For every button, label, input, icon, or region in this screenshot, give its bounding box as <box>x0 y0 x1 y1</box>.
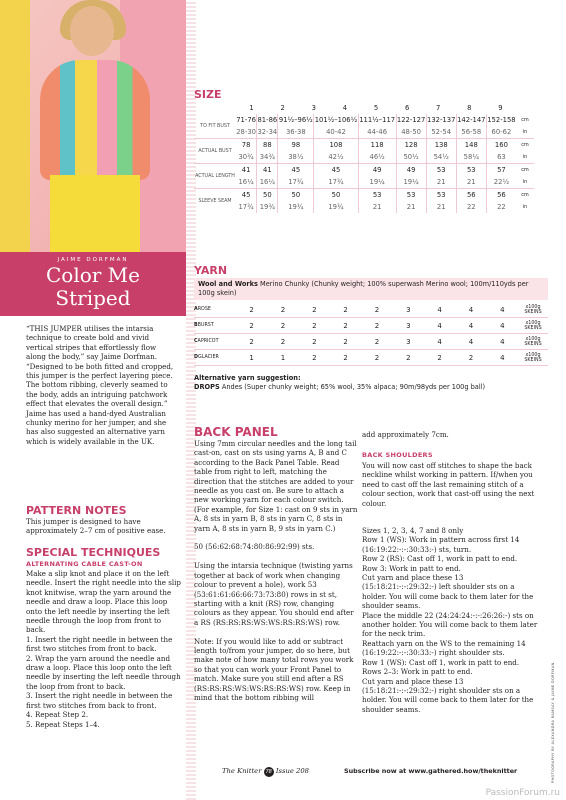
size-cell: 56-58 <box>456 126 486 139</box>
yarn-cell: 4 <box>500 337 505 346</box>
size-cell: 138 <box>426 139 456 152</box>
footer-subscribe[interactable]: Subscribe now at www.gathered.how/theknitter <box>344 767 518 775</box>
size-unit: in <box>522 204 528 210</box>
back-shoulders-rows: Sizes 1, 2, 3, 4, 7 and 8 only Row 1 (WS): Work in pattern across first 14 (16:19:22:-:-:30:33:-) sts, turn. Row 2 (RS): Cast off 1, work in patt to end. Row 3: Work in patt to end. Cut yarn and place these 13 (15:18:21:-:-:29:32:-) left shoulder sts on a holder. You will come back to them later for the shoulder seams. Place the middle 22 (24:24:24:-:-:26:26:-) sts on another holder. You will come back to them later for the neck trim. Reattach yarn on the WS to the remaining 14 (16:19:22:-:-:30:33:-) right shoulder sts. Row 1 (WS): Cast off 1, work in patt to end. Rows 2–3: Work in patt to end. Cut yarn and place these 13 (15:18:21:-:-:29:32:-) right shoulder sts on a holder. You will come back to them later for the shoulder seams. <box>362 526 538 714</box>
yarn-table <box>194 302 548 366</box>
size-cell: 22 <box>456 201 486 213</box>
size-cell: 16¼ <box>238 178 254 186</box>
alt-yarn-brand: DROPS <box>194 383 220 391</box>
back-shoulders-intro: You will now cast off stitches to shape the back neckline whilst working in pattern. If/when you need to cast off the last remaining stitch of a colour section, work that cast-off using the next colour. <box>362 461 535 508</box>
size-table-body <box>194 114 534 213</box>
page-number: 78 <box>265 769 272 775</box>
watermark: PassionForum.ru <box>485 788 560 798</box>
yarn-cell: 4 <box>468 305 474 314</box>
size-cell: 42½ <box>314 151 359 164</box>
yarn-description: Merino Chunky (Chunky weight; 100% superwash Merino wool; 100m/110yds per 100g skein) <box>198 280 529 297</box>
yarn-cell: 2 <box>406 353 411 362</box>
size-number: 3 <box>311 104 316 112</box>
size-unit: cm <box>521 142 529 148</box>
photo-trousers <box>50 175 140 252</box>
size-row-label: SLEEVE SEAM <box>198 198 232 204</box>
size-cell: 41 <box>241 166 251 174</box>
yarn-colour-label <box>194 350 236 366</box>
size-cell: 46½ <box>358 151 396 164</box>
yarn-cell: 1 <box>249 353 254 362</box>
back-panel-heading: BACK PANEL <box>194 425 278 439</box>
size-unit: cm <box>521 117 529 123</box>
cable-cast-on-subheading: ALTERNATING CABLE CAST-ON <box>26 560 143 568</box>
size-unit: in <box>522 179 528 185</box>
yarn-cell: 2 <box>280 321 286 330</box>
photo-striped-jumper <box>40 60 150 180</box>
size-cell: 45 <box>314 164 359 177</box>
pattern-notes-text: This jumper is designed to have approximately 2–7 cm of positive ease. <box>26 517 166 536</box>
size-cell: 53 <box>456 164 486 177</box>
size-row-label: ACTUAL BUST <box>198 148 232 154</box>
yarn-cell: 2 <box>343 321 348 330</box>
yarn-cell: 3 <box>406 305 411 314</box>
yarn-cell: 2 <box>312 337 317 346</box>
yarn-cell: 2 <box>280 337 286 346</box>
back-panel-text: Using 7mm circular needles and the long tail cast-on, cast on sts using yarns A, B and C according to the Back Panel Table. Read table from right to left, matching the direction that the stitches are added to your needle as you cast on. Be sure to attach a new working yarn for each colour switch. (For example, for Size 1: cast on 9 sts in yarn A, 8 sts in yarn B, 8 sts in yarn C, 8 sts in yarn A, 8 sts in yarn B, 9 sts in yarn C.) 50 (56:62:68:74:80:86:92:99) sts. Using the intarsia technique (twisting yarns together at back of work when changing colour to prevent a hole), work 53 (53:61:61:66:66:73:73:80) rows in st st, starting with a knit (RS) row, changing colours as they appear. You should end after a RS (RS:RS:RS:WS:WS:RS:RS:WS) row. Note: If you would like to add or subtract length to/from your jumper, do so here, but make note of how many total rows you work so that you can work your Front Panel to match. Make sure you still end after a RS (RS:RS:RS:WS:WS:RS:RS:WS) row. Keep in mind that the bottom ribbing will <box>194 439 358 702</box>
size-cell: 36-38 <box>278 126 314 139</box>
size-row <box>194 126 534 139</box>
size-cell: 22 <box>486 201 516 213</box>
size-cell: 63 <box>486 151 516 164</box>
alt-yarn-heading: Alternative yarn suggestion: <box>194 374 301 382</box>
yarn-cell: 2 <box>343 353 348 362</box>
size-cell: 111½–117 <box>359 116 396 124</box>
yarn-brand: Wool and Works <box>198 280 258 288</box>
pattern-title-line1: Color Me <box>45 263 140 287</box>
size-row <box>194 114 534 126</box>
size-cell: 21 <box>396 201 426 213</box>
photo-backdrop <box>0 0 30 252</box>
size-cell: 17¾ <box>314 176 359 189</box>
size-body <box>194 114 534 213</box>
size-row <box>194 151 534 164</box>
size-cell: 132-137 <box>427 116 456 124</box>
size-row-label: ACTUAL LENGTH <box>195 173 235 179</box>
size-cell: 22½ <box>486 176 516 189</box>
size-row <box>194 139 534 152</box>
side-credit <box>548 556 554 786</box>
yarn-cell: 4 <box>437 321 442 330</box>
size-number: 1 <box>249 104 254 112</box>
size-cell: 53 <box>426 164 456 177</box>
yarn-letter: A <box>194 307 198 312</box>
yarn-colour-label <box>194 318 236 334</box>
size-cell: 101½–106½ <box>314 116 358 124</box>
size-cell: 128 <box>396 139 426 152</box>
yarn-unit: x100g SKEINS <box>524 320 542 331</box>
yarn-cell: 4 <box>437 305 442 314</box>
yarn-letter: D <box>194 355 198 360</box>
yarn-cell: 2 <box>312 353 317 362</box>
pattern-title-line2: Striped <box>55 286 131 310</box>
size-cell: 118 <box>358 139 396 152</box>
yarn-cell: 2 <box>280 305 286 314</box>
back-shoulders-heading: BACK SHOULDERS <box>362 451 433 459</box>
size-cell: 108 <box>314 139 359 152</box>
yarn-cell: 2 <box>374 337 380 346</box>
size-table-wrap <box>194 102 534 213</box>
yarn-colour-name: GLACIER <box>197 355 219 360</box>
yarn-letter: C <box>194 339 198 344</box>
size-cell: 142-147 <box>457 116 486 124</box>
size-row-label: TO FIT BUST <box>200 123 230 129</box>
size-cell: 28-30 <box>236 128 256 136</box>
yarn-cell: 3 <box>406 321 411 330</box>
size-number: 2 <box>280 104 285 112</box>
size-cell: 91½–96½ <box>278 116 313 124</box>
size-cell: 53 <box>396 189 426 202</box>
size-heading: SIZE <box>194 88 222 101</box>
yarn-heading: YARN <box>194 264 228 277</box>
size-cell: 49 <box>358 164 396 177</box>
size-cell: 19¼ <box>358 176 396 189</box>
yarn-row <box>194 334 548 350</box>
yarn-row <box>194 350 548 366</box>
size-cell: 78 <box>241 141 251 149</box>
yarn-colour-name: ROSE <box>197 307 211 312</box>
yarn-colour-name: BURST <box>197 323 214 328</box>
size-cell: 21 <box>426 176 456 189</box>
alt-yarn-text: Andes (Super chunky weight; 65% wool, 35% alpaca; 90m/98yds per 100g ball) <box>219 383 486 391</box>
size-cell: 30¾ <box>238 153 254 161</box>
size-cell: 49 <box>396 164 426 177</box>
size-cell: 50 <box>314 189 359 202</box>
title-band <box>0 252 186 316</box>
size-cell: 19¾ <box>278 201 314 213</box>
pattern-notes-heading: PATTERN NOTES <box>26 504 127 517</box>
yarn-cell: 4 <box>468 321 474 330</box>
yarn-colour-name: APRICOT <box>197 339 219 344</box>
size-unit: cm <box>521 192 529 198</box>
footer-magazine: The Knitter <box>222 767 262 775</box>
yarn-unit: x100g SKEINS <box>524 352 542 363</box>
yarn-colour-label <box>194 302 236 318</box>
size-cell: 52-54 <box>426 126 456 139</box>
yarn-cell: 4 <box>500 305 505 314</box>
photo-face <box>70 6 114 56</box>
size-row <box>194 164 534 177</box>
yarn-cell: 4 <box>500 353 505 362</box>
special-techniques-heading: SPECIAL TECHNIQUES <box>26 546 161 559</box>
size-number: 7 <box>436 104 441 112</box>
side-credit-text: PHOTOGRAPHY BY ALEXANDRA RAMSAY & JAIME DORFMAN <box>551 662 555 783</box>
size-cell: 45 <box>278 164 314 177</box>
yarn-colour-label <box>194 334 236 350</box>
cable-cast-on-text: Make a slip knot and place it on the left needle. Insert the right needle into the slip knot knitwise, wrap the yarn around the needle and draw a loop. Place this loop onto the left needle by inserting the left needle through the loop from front to back. 1. Insert the right needle in between the first two stitches from front to back. 2. Wrap the yarn around the needle and draw a loop. Place this loop onto the left needle by inserting the left needle through the loop from front to back. 3. Insert the right needle in between the first two stitches from back to front. 4. Repeat Step 2. 5. Repeat Steps 1–4. <box>26 569 181 729</box>
footer-left <box>222 767 309 777</box>
size-number: 9 <box>498 104 503 112</box>
yarn-row <box>194 302 548 318</box>
size-cell: 19¾ <box>314 201 359 213</box>
yarn-cell: 2 <box>468 353 474 362</box>
size-row <box>194 176 534 189</box>
size-number: 6 <box>404 104 410 112</box>
alt-yarn <box>194 374 548 392</box>
intro-text: “THIS JUMPER utilises the intarsia technique to create bold and vivid vertical stripes that effortlessly flow along the body,” say Jaime Dorfman. “Designed to be both fitted and cropped, this jumper is the perfect layering piece. The bottom ribbing, cleverly seamed to the body, adds an intriguing patchwork effect that elevates the overall design.” Jaime has used a hand-dyed Australian chunky merino for her jumper, and she has also suggested an alternative yarn which is widely available in the UK. <box>26 324 174 446</box>
size-cell: 53 <box>426 189 456 202</box>
size-cell: 56 <box>486 189 516 202</box>
size-cell: 81-86 <box>257 116 278 124</box>
size-cell: 45 <box>241 191 251 199</box>
size-cell: 60-62 <box>486 126 516 139</box>
designer-name: JAIME DORFMAN <box>57 257 129 263</box>
size-cell: 50½ <box>396 151 426 164</box>
size-cell: 50 <box>257 189 278 202</box>
footer-issue: Issue 208 <box>275 767 310 775</box>
size-cell: 53 <box>358 189 396 202</box>
yarn-desc-bar <box>194 278 548 300</box>
size-cell: 32-34 <box>257 126 278 139</box>
size-cell: 152-158 <box>487 116 516 124</box>
size-cell: 160 <box>486 139 516 152</box>
yarn-row <box>194 318 548 334</box>
size-cell: 34¾ <box>257 151 278 164</box>
size-unit: in <box>522 129 528 135</box>
yarn-cell: 2 <box>374 305 380 314</box>
size-table <box>194 102 534 114</box>
col3-top: add approximately 7cm. <box>362 430 449 439</box>
size-cell: 19¼ <box>396 176 426 189</box>
yarn-cell: 2 <box>312 305 317 314</box>
yarn-cell: 4 <box>437 337 442 346</box>
size-cell: 16¼ <box>257 176 278 189</box>
size-cell: 71-76 <box>236 116 256 124</box>
yarn-cell: 2 <box>343 337 348 346</box>
size-cell: 148 <box>456 139 486 152</box>
yarn-unit: x100g SKEINS <box>524 336 542 347</box>
size-number-row <box>194 102 534 114</box>
size-cell: 57 <box>486 164 516 177</box>
yarn-cell: 2 <box>249 337 254 346</box>
size-cell: 17¾ <box>278 176 314 189</box>
yarn-cell: 3 <box>406 337 411 346</box>
size-cell: 54½ <box>426 151 456 164</box>
size-cell: 50 <box>278 189 314 202</box>
size-cell: 122-127 <box>396 116 426 124</box>
size-cell: 41 <box>257 164 278 177</box>
size-cell: 58¼ <box>456 151 486 164</box>
yarn-cell: 2 <box>437 353 442 362</box>
yarn-cell: 2 <box>374 321 380 330</box>
size-cell: 21 <box>426 201 456 213</box>
yarn-cell: 2 <box>312 321 317 330</box>
size-cell: 56 <box>456 189 486 202</box>
size-cell: 21 <box>456 176 486 189</box>
size-row <box>194 189 534 202</box>
yarn-table-body <box>194 302 548 366</box>
yarn-cell: 2 <box>249 321 254 330</box>
size-row <box>194 201 534 213</box>
yarn-letter: B <box>194 323 198 328</box>
yarn-cell: 2 <box>249 305 254 314</box>
size-cell: 88 <box>257 139 278 152</box>
yarn-cell: 2 <box>343 305 348 314</box>
yarn-cell: 2 <box>374 353 380 362</box>
yarn-cell: 4 <box>500 321 505 330</box>
size-number: 8 <box>467 104 472 112</box>
size-unit: in <box>522 154 528 160</box>
size-cell: 19¾ <box>257 201 278 213</box>
size-cell: 98 <box>278 139 314 152</box>
size-cell: 40-42 <box>314 126 359 139</box>
size-number: 5 <box>373 104 379 112</box>
hero-photo <box>0 0 186 252</box>
size-cell: 48-50 <box>396 126 426 139</box>
yarn-cell: 1 <box>280 353 286 362</box>
yarn-unit: x100g SKEINS <box>524 304 542 315</box>
size-cell: 38½ <box>278 151 314 164</box>
yarn-cell: 4 <box>468 337 474 346</box>
size-number: 4 <box>342 104 348 112</box>
size-cell: 17¾ <box>238 203 254 211</box>
size-cell: 21 <box>358 201 396 213</box>
size-unit: cm <box>521 167 529 173</box>
size-cell: 44-46 <box>358 126 396 139</box>
